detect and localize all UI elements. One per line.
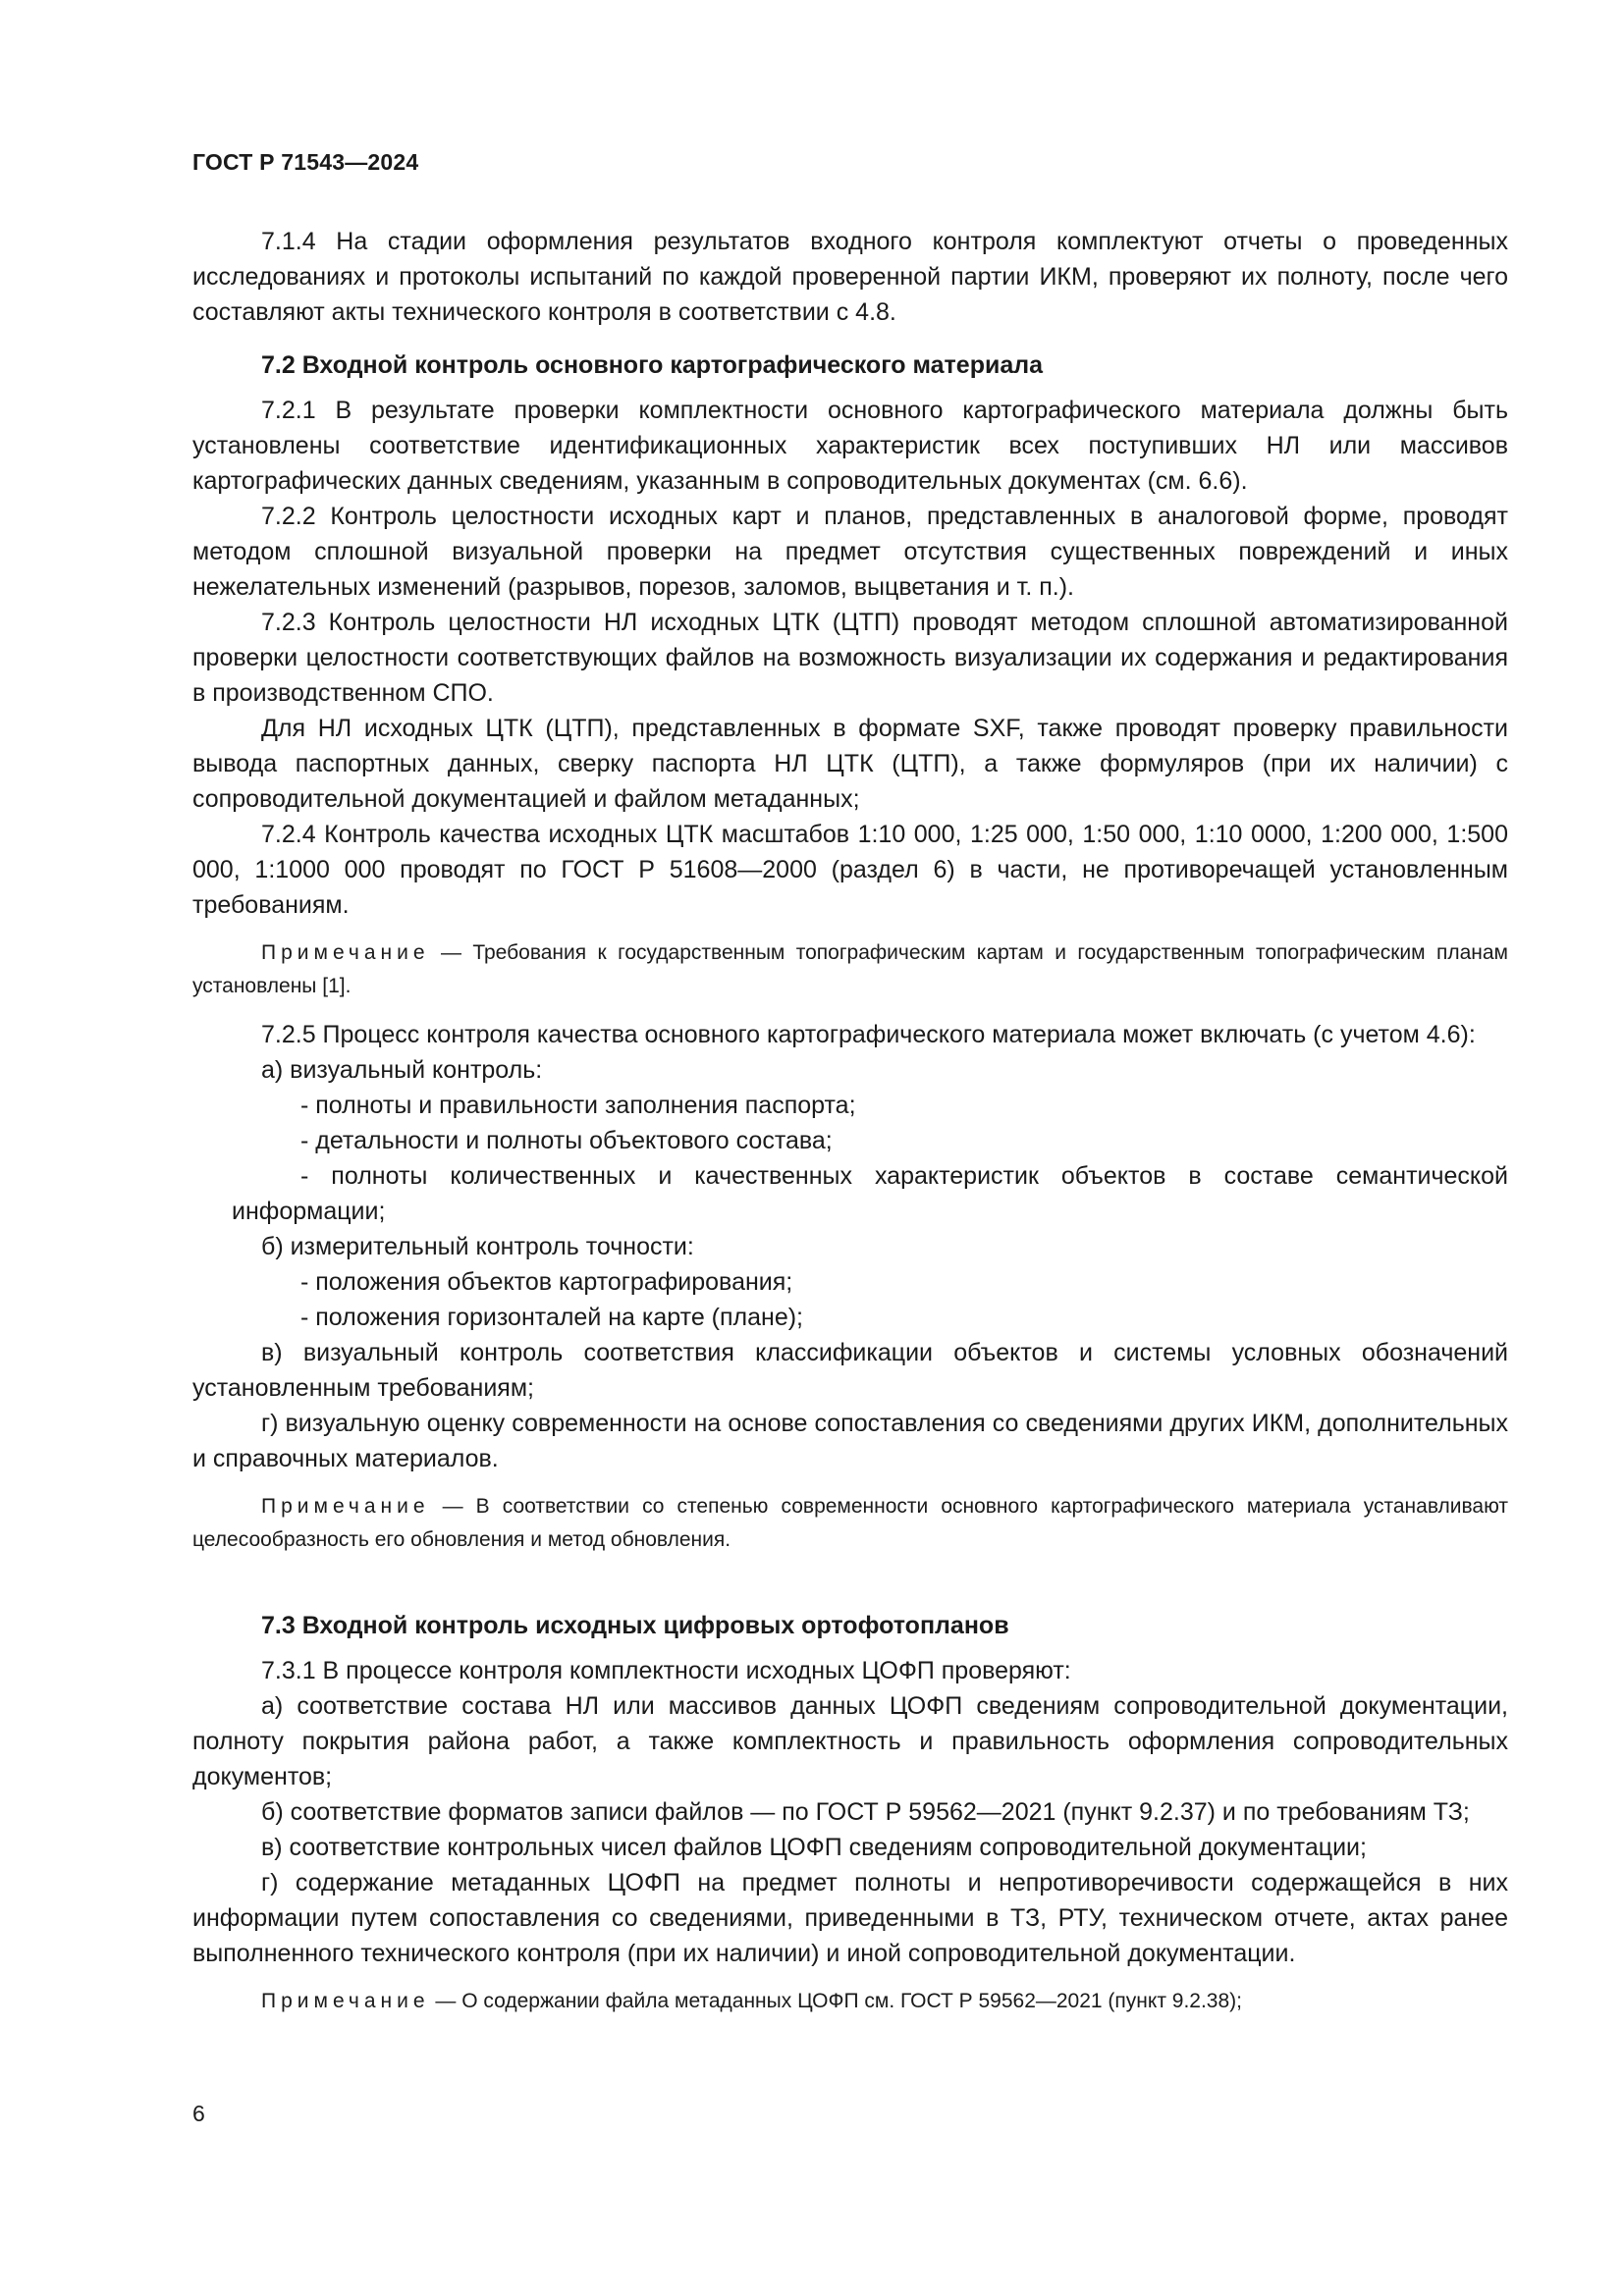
note-label: Примечание: [261, 1495, 430, 1518]
list-item: а) визуальный контроль:: [261, 1056, 543, 1084]
paragraph-7-2-2: 7.2.2 Контроль целостности исходных карт и планов, представленных в аналоговой форме, проводят методом сплошной визуальной проверки на предмет отсутствия существенных повреждений и иных нежелательных изменений (разрывов, порезов, заломов, выцветания и т. п.).: [192, 503, 1508, 601]
paragraph-7-1-4: 7.1.4 На стадии оформления результатов входного контроля комплектуют отчеты о проведенных исследованиях и протоколы испытаний по каждой проверенной партии ИКМ, проверяют их полноту, после чего составляют акты технического контроля в соответствии с 4.8.: [192, 228, 1508, 326]
note-1: [192, 936, 1508, 1003]
heading-7-2: 7.2 Входной контроль основного картографического материала: [261, 351, 1044, 379]
list-item: - положения объектов картографирования;: [300, 1268, 793, 1296]
page-number: 6: [192, 2101, 205, 2126]
note-label: Примечание: [261, 1990, 430, 2012]
note-text: — Требования к государственным топографическим картам и государственным топографическим планам установлены [1].: [192, 941, 1508, 997]
note-text: — О содержании файла метаданных ЦОФП см. ГОСТ Р 59562—2021 (пункт 9.2.38);: [429, 1990, 1242, 2012]
list-item: - положения горизонталей на карте (плане);: [300, 1304, 803, 1331]
list-item: а) соответствие состава НЛ или массивов данных ЦОФП сведениям сопроводительной документации, полноту покрытия района работ, а также комплектность и правильность оформления сопроводительных документов;: [192, 1692, 1508, 1790]
note-label: Примечание: [261, 941, 430, 964]
list-item: в) соответствие контрольных чисел файлов ЦОФП сведениям сопроводительной документации;: [261, 1834, 1367, 1861]
list-item: б) соответствие форматов записи файлов — по ГОСТ Р 59562—2021 (пункт 9.2.37) и по требованиям ТЗ;: [261, 1798, 1470, 1826]
paragraph-7-2-3: 7.2.3 Контроль целостности НЛ исходных ЦТК (ЦТП) проводят методом сплошной автоматизированной проверки целостности соответствующих файлов на возможность визуализации их содержания и редактирования в производственном СПО.: [192, 609, 1508, 707]
note-text: — В соответствии со степенью современности основного картографического материала устанавливают целесообразность его обновления и метод обновления.: [192, 1495, 1508, 1551]
paragraph-sxf: Для НЛ исходных ЦТК (ЦТП), представленных в формате SXF, также проводят проверку правильности вывода паспортных данных, сверку паспорта НЛ ЦТК (ЦТП), а также формуляров (при их наличии) с сопроводительной документацией и файлом метаданных;: [192, 715, 1508, 813]
list-item: - полноты и правильности заполнения паспорта;: [300, 1092, 856, 1119]
document-body: [192, 224, 1508, 2032]
note-3: [192, 1985, 1508, 2018]
list-item: - детальности и полноты объектового состава;: [300, 1127, 833, 1154]
paragraph-7-3-1: 7.3.1 В процессе контроля комплектности исходных ЦОФП проверяют:: [261, 1657, 1071, 1684]
page-header: ГОСТ Р 71543—2024: [192, 149, 419, 175]
list-item: б) измерительный контроль точности:: [261, 1233, 694, 1260]
list-item: - полноты количественных и качественных характеристик объектов в составе семантической информации;: [232, 1162, 1508, 1225]
list-item: г) визуальную оценку современности на основе сопоставления со сведениями других ИКМ, дополнительных и справочных материалов.: [192, 1410, 1508, 1472]
paragraph-7-2-1: 7.2.1 В результате проверки комплектности основного картографического материала должны быть установлены соответствие идентификационных характеристик всех поступивших НЛ или массивов картографических данных сведениям, указанным в сопроводительных документах (см. 6.6).: [192, 397, 1508, 495]
list-item: г) содержание метаданных ЦОФП на предмет полноты и непротиворечивости содержащейся в них информации путем сопоставления со сведениями, приведенными в ТЗ, РТУ, техническом отчете, актах ранее выполненного технического контроля (при их наличии) и иной сопроводительной документации.: [192, 1869, 1508, 1967]
list-item: в) визуальный контроль соответствия классификации объектов и системы условных обозначений установленным требованиям;: [192, 1339, 1508, 1402]
paragraph-7-2-4: 7.2.4 Контроль качества исходных ЦТК масштабов 1:10 000, 1:25 000, 1:50 000, 1:10 0000, 1:200 000, 1:500 000, 1:1000 000 проводят по ГОСТ Р 51608—2000 (раздел 6) в части, не противоречащей установленным требованиям.: [192, 821, 1508, 919]
paragraph-7-2-5: 7.2.5 Процесс контроля качества основного картографического материала может включать (с учетом 4.6):: [261, 1021, 1476, 1048]
heading-7-3: 7.3 Входной контроль исходных цифровых ортофотопланов: [261, 1612, 1009, 1639]
note-2: [192, 1490, 1508, 1557]
